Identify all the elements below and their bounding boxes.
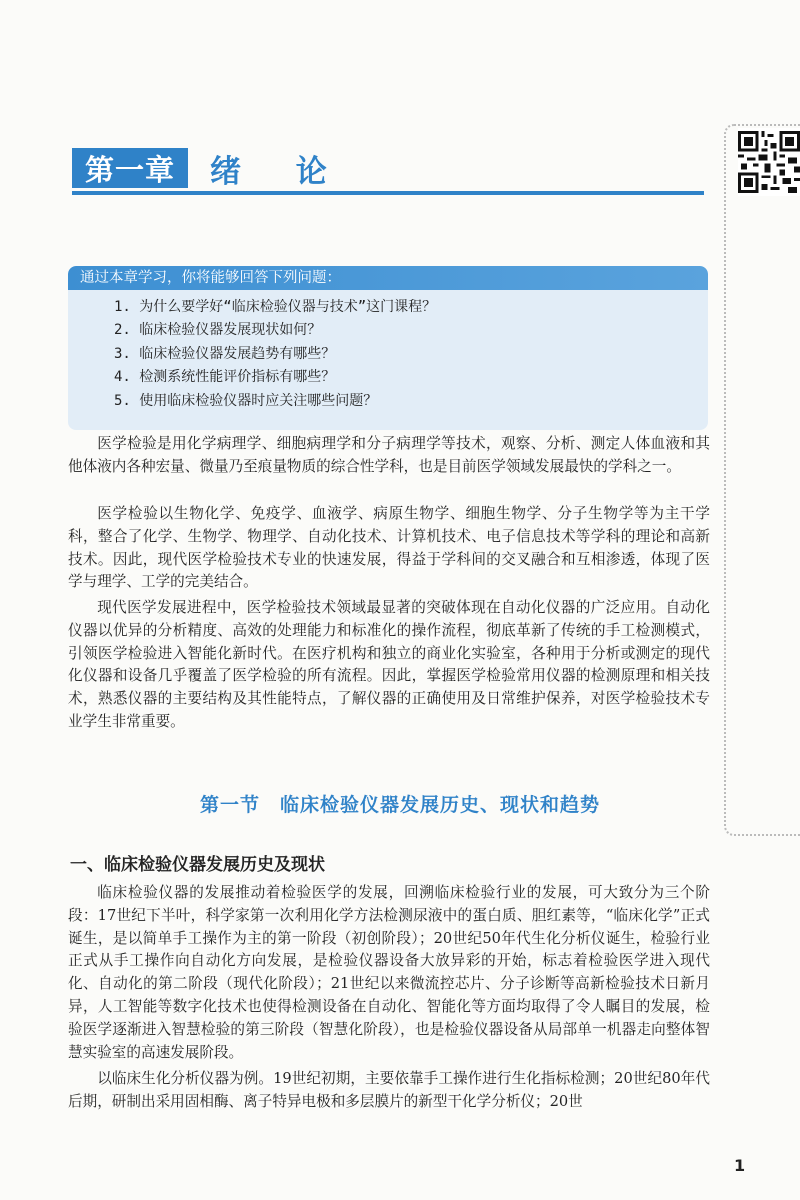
section-title: 第一节 临床检验仪器发展历史、现状和趋势 [199, 794, 600, 816]
list-item: 4. 检测系统性能评价指标有哪些？ [114, 369, 336, 386]
qr-code-icon[interactable] [738, 128, 800, 196]
intro-paragraph-1: 医学检验是用化学病理学、细胞病理学和分子病理学等技术，观察、分析、测定人体血液和其他体液内各种宏量、微量乃至痕量物质的综合性学科，也是目前医学领域发展最快的学科之一。 [68, 435, 710, 475]
chapter-label: 第一章 [72, 148, 188, 188]
intro-paragraph-3: 现代医学发展进程中，医学检验技术领域最显著的突破体现在自动化仪器的广泛应用。自动化仪器以优异的分析精度、高效的处理能力和标准化的操作流程，彻底革新了传统的手工检测模式，引领医学检验进入智能化新时代。在医疗机构和独立的商业化实验室，各种用于分析或测定的现代化仪器和设备几乎覆盖了医学检验的所有流程。因此，掌握医学检验常用仪器的检测原理和相关技术，熟悉仪器的主要结构及其性能特点，了解仪器的正确使用及日常维护保养，对医学检验技术专业学生非常重要。 [68, 599, 710, 730]
page-number: 1 [734, 1156, 746, 1175]
list-item: 1. 为什么要学好“临床检验仪器与技术”这门课程？ [114, 299, 437, 315]
section-paragraph-2: 以临床生化分析仪器为例。19世纪初期，主要依靠手工操作进行生化指标检测；20世纪80年代后期，研制出采用固相酶、离子特异电极和多层膜片的新型干化学分析仪；20世 [68, 1070, 710, 1110]
learning-questions-header: 通过本章学习，你将能够回答下列问题： [68, 266, 708, 290]
section-paragraph-1: 临床检验仪器的发展推动着检验医学的发展，回溯临床检验行业的发展，可大致分为三个阶段：17世纪下半叶，科学家第一次利用化学方法检测尿液中的蛋白质、胆红素等，“临床化学”正式诞生，是以简单手工操作为主的第一阶段（初创阶段）；20世纪50年代生化分析仪诞生，检验行业正式从手工操作向自动化方向发展，是检验仪器设备大放异彩的开始，标志着检验医学进入现代化、自动化的第二阶段（现代化阶段）；21世纪以来微流控芯片、分子诊断等高新检验技术日新月异，人工智能等数字化技术也使得检测设备在自动化、智能化等方面均取得了令人瞩目的发展，检验医学逐渐进入智慧检验的第三阶段（智慧化阶段），也是检验仪器设备从局部单一机器走向整体智慧实验室的高速发展阶段。 [68, 884, 710, 1061]
margin-dotted-border [724, 124, 800, 836]
chapter-title: 绪 论 [210, 153, 349, 190]
chapter-divider [72, 191, 704, 195]
learning-questions-box [68, 266, 708, 430]
list-item: 2. 临床检验仪器发展现状如何？ [114, 322, 322, 339]
intro-paragraph-2: 医学检验以生物化学、免疫学、血液学、病原生物学、细胞生物学、分子生物学等为主干学科，整合了化学、生物学、物理学、自动化技术、计算机技术、电子信息技术等学科的理论和高新技术。因此，现代医学检验技术专业的快速发展，得益于学科间的交叉融合和互相渗透，体现了医学与理学、工学的完美结合。 [68, 505, 710, 591]
list-item: 5. 使用临床检验仪器时应关注哪些问题？ [114, 392, 378, 409]
subsection-title: 一、临床检验仪器发展历史及现状 [70, 855, 325, 875]
list-item: 3. 临床检验仪器发展趋势有哪些？ [114, 345, 336, 362]
learning-questions-list [68, 296, 708, 413]
